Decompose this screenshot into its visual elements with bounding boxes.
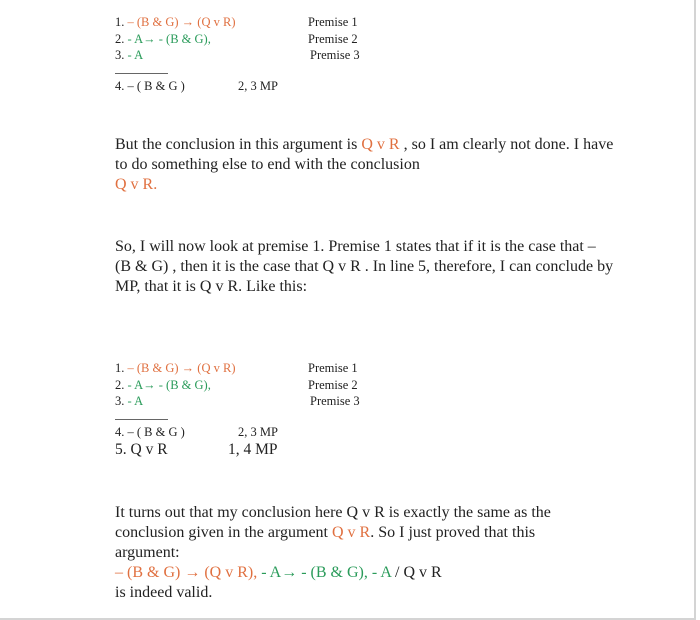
premise-label: Premise 1 [308, 361, 358, 375]
arrow-icon: → [281, 564, 298, 581]
justification: 1, 4 MP [228, 441, 278, 458]
proof2-line-4: 4. – ( B & G ) [115, 425, 185, 439]
proof-divider [115, 73, 168, 74]
paragraph-1: But the conclusion in this argument is Q v R , so I am clearly not done. I have to do something else to end with the conclusion Q v R. [115, 136, 614, 193]
proof2-line-2: 2. - A→ - (B & G), [115, 378, 211, 392]
proof1-line-1: 1. – (B & G) → (Q v R) [115, 15, 236, 29]
proof2-line-3: 3. - A [115, 394, 144, 408]
justification: 2, 3 MP [238, 79, 278, 93]
proof1-line-4: 4. – ( B & G ) [115, 79, 185, 93]
premise-label: Premise 1 [308, 15, 358, 29]
arrow-icon: → [178, 15, 198, 29]
proof-divider [115, 419, 168, 420]
argument-statement: – (B & G) → (Q v R), - A→ - (B & G), - A / Q v R [115, 564, 442, 581]
premise-label: Premise 3 [310, 48, 360, 62]
proof1-line-3: 3. - A [115, 48, 144, 62]
premise-label: Premise 2 [308, 32, 358, 46]
justification: 2, 3 MP [238, 425, 278, 439]
paragraph-3: It turns out that my conclusion here Q v R is exactly the same as the conclusion given in the argument Q v R. So I just proved that this argument: – (B & G) → (Q v R), - A→ - (B & G), - A / Q v R is indeed valid. [115, 503, 595, 603]
arrow-icon: → [143, 378, 156, 392]
arrow-icon: → [143, 32, 156, 46]
premise-label: Premise 2 [308, 378, 358, 392]
proof2-line-5: 5. Q v R [115, 441, 168, 458]
proof2-line-1: 1. – (B & G) → (Q v R) [115, 361, 236, 375]
proof1-line-2: 2. - A→ - (B & G), [115, 32, 211, 46]
paragraph-2: So, I will now look at premise 1. Premise 1 states that if it is the case that – (B & G) , then it is the case that Q v R . In line 5, therefore, I can conclude by MP, that it is Q v R. Like this: [115, 238, 614, 295]
arrow-icon: → [184, 564, 201, 581]
arrow-icon: → [178, 361, 198, 375]
premise-label: Premise 3 [310, 394, 360, 408]
